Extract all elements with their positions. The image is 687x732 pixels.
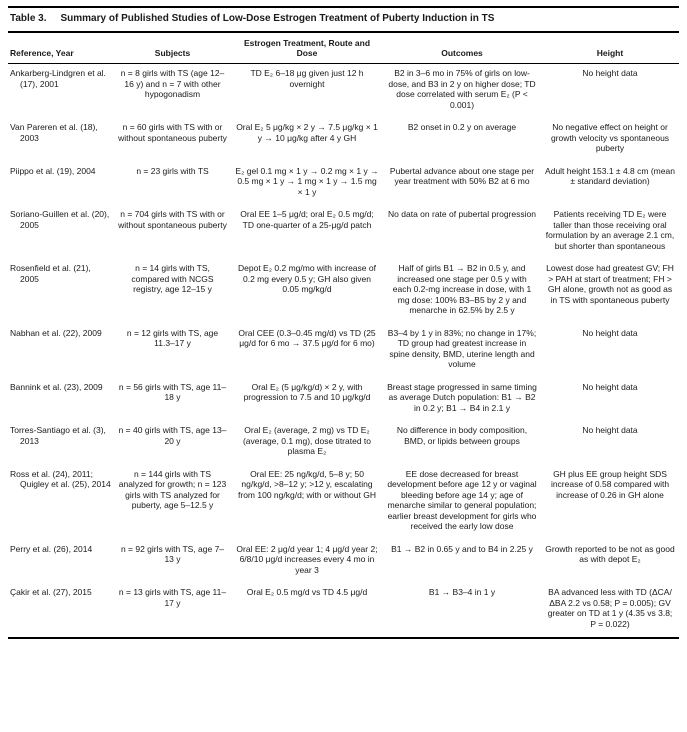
subjects-cell: n = 14 girls with TS, compared with NCGS registry, age 12–15 y [131, 263, 214, 294]
height-cell: Adult height 153.1 ± 4.8 cm (mean ± standard deviation) [545, 165, 675, 186]
table-row [8, 465, 679, 540]
outcomes-cell: B1 → B3–4 in 1 y [428, 587, 496, 597]
outcomes-cell: B3–4 by 1 y in 83%; no change in 17%; TD group had greatest increase in spine density, BMD, uterine length and volume [387, 327, 537, 369]
treatment-cell: Oral CEE (0.3–0.45 mg/d) vs TD (25 μg/d for 6 mo → 37.5 μg/d for 6 mo) [238, 327, 376, 348]
table-row [8, 378, 679, 422]
table-row [8, 162, 679, 206]
treatment-cell: Oral E₂ 0.5 mg/d vs TD 4.5 μg/d [246, 587, 368, 597]
height-cell: No height data [582, 327, 638, 338]
treatment-cell: TD E₂ 6–18 μg given just 12 h overnight [250, 68, 364, 89]
height-cell: Lowest dose had greatest GV; FH > PAH at start of treatment; FH > GH alone, growth not as good as in TS with spontaneous puberty [546, 263, 674, 305]
outcomes-cell: B1 → B2 in 0.65 y and to B4 in 2.25 y [391, 543, 533, 554]
treatment-cell: Oral E₂ (average, 2 mg) vs TD E₂ (average, 0.1 mg), dose titrated to plasma E₂ [242, 425, 372, 456]
table-title-text: Summary of Published Studies of Low-Dose Estrogen Treatment of Puberty Induction in TS [60, 13, 495, 24]
reference-cell: Ross et al. (24), 2011; Quigley et al. (25), 2014 [10, 468, 111, 489]
subjects-cell: n = 704 girls with TS with or without spontaneous puberty [118, 209, 227, 230]
reference-cell: Çakir et al. (27), 2015 [10, 587, 92, 597]
height-cell: Growth reported to be not as good as with depot E₂ [545, 543, 675, 564]
reference-cell: Bannink et al. (23), 2009 [10, 381, 103, 392]
table-row [8, 205, 679, 259]
header-row [8, 33, 679, 64]
subjects-cell: n = 40 girls with TS, age 13–20 y [118, 425, 227, 446]
outcomes-cell: B2 onset in 0.2 y on average [407, 122, 517, 132]
outcomes-cell: EE dose decreased for breast development before age 12 y or vaginal bleeding before age 14 y; age of menarche similar to general population; earlier breast development for girls who received the early low dose [387, 468, 537, 531]
subjects-cell: n = 8 girls with TS (age 12–16 y) and n = 7 with other hypogonadism [120, 68, 225, 99]
column-header-subjects: Subjects [114, 33, 231, 64]
outcomes-cell: Pubertal advance about one stage per year treatment with 50% B2 at 6 mo [389, 165, 535, 186]
table-title [8, 6, 679, 33]
table-number-label: Table 3. [10, 13, 47, 24]
height-cell: No negative effect on height or growth velocity vs spontaneous puberty [550, 122, 670, 153]
table-body [8, 64, 679, 639]
treatment-cell: E₂ gel 0.1 mg × 1 y → 0.2 mg × 1 y → 0.5 mg × 1 y → 1 mg × 1 y → 1.5 mg × 1 y [235, 165, 379, 197]
height-cell: No height data [582, 425, 638, 435]
reference-cell: Van Pareren et al. (18), 2003 [10, 122, 98, 143]
outcomes-cell: Breast stage progressed in same timing as average Dutch population: B1 → B2 in 0.2 y; B1 → B4 in 2.1 y [387, 381, 537, 413]
height-cell: GH plus EE group height SDS increase of 0.58 compared with increase of 0.26 in GH alone [550, 468, 670, 500]
height-cell: No height data [582, 381, 638, 392]
treatment-cell: Oral EE: 2 μg/d year 1; 4 μg/d year 2; 6/8/10 μg/d increases every 4 mo in year 3 [236, 543, 378, 575]
subjects-cell: n = 23 girls with TS [136, 165, 209, 176]
treatment-cell: Oral E₂ (5 μg/kg/d) × 2 y, with progression to 7.5 and 10 μg/kg/d [243, 381, 371, 402]
reference-cell: Nabhan et al. (22), 2009 [10, 327, 102, 338]
column-header-height: Height [541, 33, 679, 64]
reference-cell: Perry et al. (26), 2014 [10, 543, 93, 554]
table-row [8, 324, 679, 378]
reference-cell: Torres-Santiago et al. (3), 2013 [10, 425, 106, 446]
outcomes-cell: No data on rate of pubertal progression [388, 209, 536, 219]
table-row [8, 421, 679, 465]
reference-cell: Soriano-Guillen et al. (20), 2005 [10, 209, 110, 230]
treatment-cell: Oral E₂ 5 μg/kg × 2 y → 7.5 μg/kg × 1 y → 10 μg/kg after 4 y GH [236, 122, 378, 143]
treatment-cell: Oral EE: 25 ng/kg/d, 5–8 y; 50 ng/kg/d, >8–12 y; >12 y, escalating from 100 ng/kg/d; with or without GH [238, 468, 376, 500]
subjects-cell: n = 12 girls with TS, age 11.3–17 y [126, 327, 219, 348]
subjects-cell: n = 144 girls with TS analyzed for growth; n = 123 girls with TS analyzed for puberty, age 5–12.5 y [118, 468, 227, 510]
height-cell: BA advanced less with TD (ΔCA/ΔBA 2.2 vs 0.58; P = 0.005); GV greater on TD at 1 y (4.35 vs 3.8; P = 0.022) [547, 587, 673, 629]
subjects-cell: n = 13 girls with TS, age 11–17 y [118, 587, 227, 608]
reference-cell: Ankarberg-Lindgren et al. (17), 2001 [10, 68, 106, 89]
column-header-outcomes: Outcomes [383, 33, 541, 64]
column-header-reference: Reference, Year [8, 33, 114, 64]
table-row [8, 118, 679, 162]
treatment-cell: Oral EE 1–5 μg/d; oral E₂ 0.5 mg/d; TD one-quarter of a 25-μg/d patch [240, 209, 374, 230]
table-row [8, 259, 679, 324]
subjects-cell: n = 92 girls with TS, age 7–13 y [120, 543, 225, 564]
outcomes-cell: Half of girls B1 → B2 in 0.5 y, and increased one stage per 0.5 y with each 0.2-mg increase in dose, with 1 mg dose: 100% B3–B5 by 2 y and menarche in 62.5% by 2.5 y [392, 263, 532, 315]
column-header-treatment: Estrogen Treatment, Route and Dose [231, 33, 383, 64]
treatment-cell: Depot E₂ 0.2 mg/mo with increase of 0.2 mg every 0.5 y; GH also given 0.05 mg/kg/d [238, 263, 376, 294]
reference-cell: Piippo et al. (19), 2004 [10, 165, 96, 176]
studies-table [8, 33, 679, 639]
table-header [8, 33, 679, 64]
height-cell: Patients receiving TD E₂ were taller than those receiving oral formulation by an average 2.1 cm, but shorter than spontaneous [545, 209, 675, 251]
height-cell: No height data [582, 68, 638, 78]
table-row [8, 64, 679, 119]
reference-cell: Rosenfield et al. (21), 2005 [10, 263, 91, 284]
subjects-cell: n = 60 girls with TS with or without spontaneous puberty [118, 122, 227, 143]
outcomes-cell: No difference in body composition, BMD, or lipids between groups [396, 425, 528, 446]
table-row [8, 540, 679, 584]
subjects-cell: n = 56 girls with TS, age 11–18 y [118, 381, 227, 402]
table-row [8, 583, 679, 638]
outcomes-cell: B2 in 3–6 mo in 75% of girls on low-dose, and B3 in 2 y on higher dose; TD dose correlated with serum E₂ (P < 0.001) [388, 68, 536, 110]
